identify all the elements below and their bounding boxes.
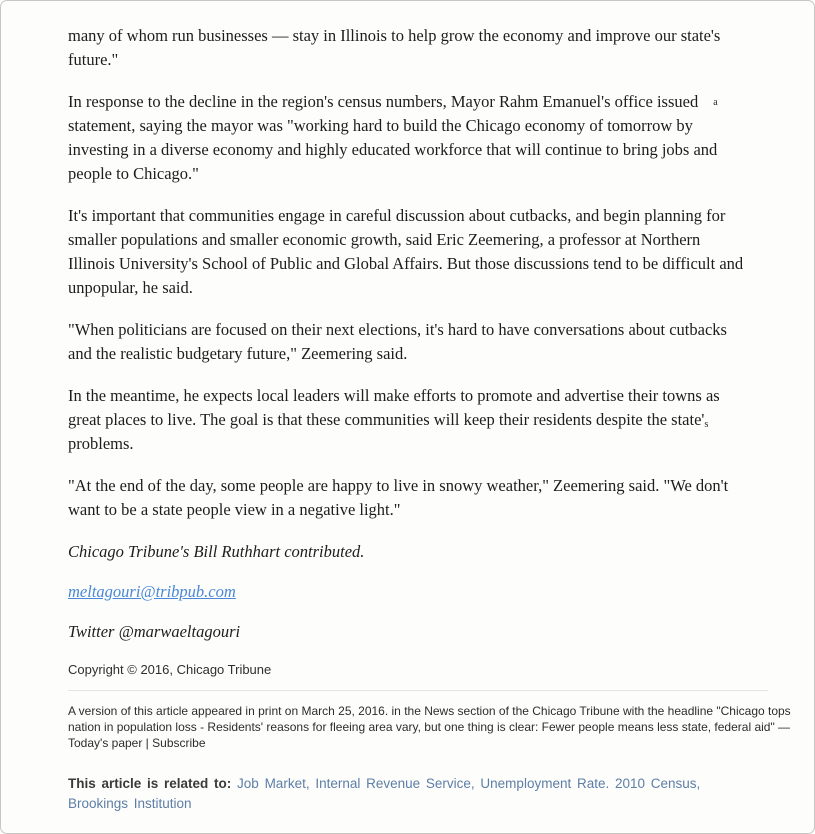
author-email-link[interactable]: meltagouri@tribpub.com	[68, 582, 236, 601]
author-email-row	[68, 582, 774, 602]
text-line: many of whom run businesses — stay in Illinois to help grow the economy and improve our state's	[68, 26, 721, 45]
text-line: Illinois University's School of Public and Global Affairs. But those discussions tend to be difficult and	[68, 254, 744, 273]
text-line: and the realistic budgetary future," Zeemering said.	[68, 344, 408, 363]
article-content	[68, 1, 791, 814]
text-line: want to be a state people view in a negative light."	[68, 500, 401, 519]
paragraph-1	[68, 24, 774, 72]
related-link-irs[interactable]: Internal Revenue Service,	[315, 776, 481, 791]
author-twitter-row	[68, 620, 774, 644]
print-note-line	[68, 735, 774, 751]
related-link-unemployment-rate[interactable]: Unemployment Rate.	[480, 776, 615, 791]
pipe-separator: |	[142, 736, 153, 750]
text-line: "When politicians are focused on their next elections, it's hard to have conversations about cutbacks	[68, 320, 727, 339]
text-line: investing in a diverse economy and highly educated workforce that will continue to bring jobs and	[68, 140, 718, 159]
print-note-line: nation in population loss - Residents' reasons for fleeing area vary, but one thing is clear: Fewer people means less state, federal aid" —	[68, 720, 791, 734]
print-edition-note	[68, 703, 791, 751]
text-line: In the meantime, he expects local leaders will make efforts to promote and advertise their towns as	[68, 386, 720, 405]
todays-paper-link[interactable]: Today's paper	[68, 736, 143, 750]
footer-divider	[68, 690, 768, 691]
text-line: statement, saying the mayor was "working hard to build the Chicago economy of tomorrow by	[68, 116, 693, 135]
text-line: unpopular, he said.	[68, 278, 193, 297]
related-link-2010-census[interactable]: 2010 Census,	[614, 776, 701, 791]
text-line: "At the end of the day, some people are happy to live in snowy weather," Zeemering said. "We don't	[68, 476, 729, 495]
text-segment: great places to live. The goal is that these communities will keep their residents despite the state'	[68, 410, 705, 429]
paragraph-4	[68, 318, 774, 366]
related-link-job-market[interactable]: Job Market,	[237, 776, 316, 791]
author-twitter-handle: Twitter @marwaeltagouri	[68, 622, 241, 641]
text-line: future."	[68, 50, 119, 69]
text-line: people to Chicago."	[68, 164, 199, 183]
print-note-line: A version of this article appeared in print on March 25, 2016. in the News section of the Chicago Tribune with the headline "Chicago tops	[68, 704, 791, 718]
text-line: problems.	[68, 434, 134, 453]
copyright-notice: Copyright © 2016, Chicago Tribune	[68, 662, 272, 677]
paragraph-6	[68, 474, 774, 522]
text-line	[68, 90, 774, 114]
text-segment: In response to the decline in the region's census numbers, Mayor Rahm Emanuel's office issued	[68, 92, 699, 111]
text-line: smaller populations and smaller economic growth, said Eric Zeemering, a professor at Northern	[68, 230, 701, 249]
related-link-brookings[interactable]: Brookings Institution	[68, 796, 192, 811]
stray-a-glyph: a	[713, 97, 718, 108]
related-topics-label: This article is related to:	[68, 776, 238, 791]
paragraph-5	[68, 384, 774, 456]
text-line: It's important that communities engage in careful discussion about cutbacks, and begin planning for	[68, 206, 726, 225]
subscribe-link[interactable]: Subscribe	[152, 736, 206, 750]
paragraph-2	[68, 90, 774, 186]
related-topics	[68, 774, 740, 814]
contributor-credit	[68, 540, 774, 564]
small-s-glyph: s	[704, 419, 709, 430]
text-line	[68, 408, 774, 432]
contributor-text: Chicago Tribune's Bill Ruthhart contributed.	[68, 542, 365, 561]
paragraph-3	[68, 204, 774, 300]
